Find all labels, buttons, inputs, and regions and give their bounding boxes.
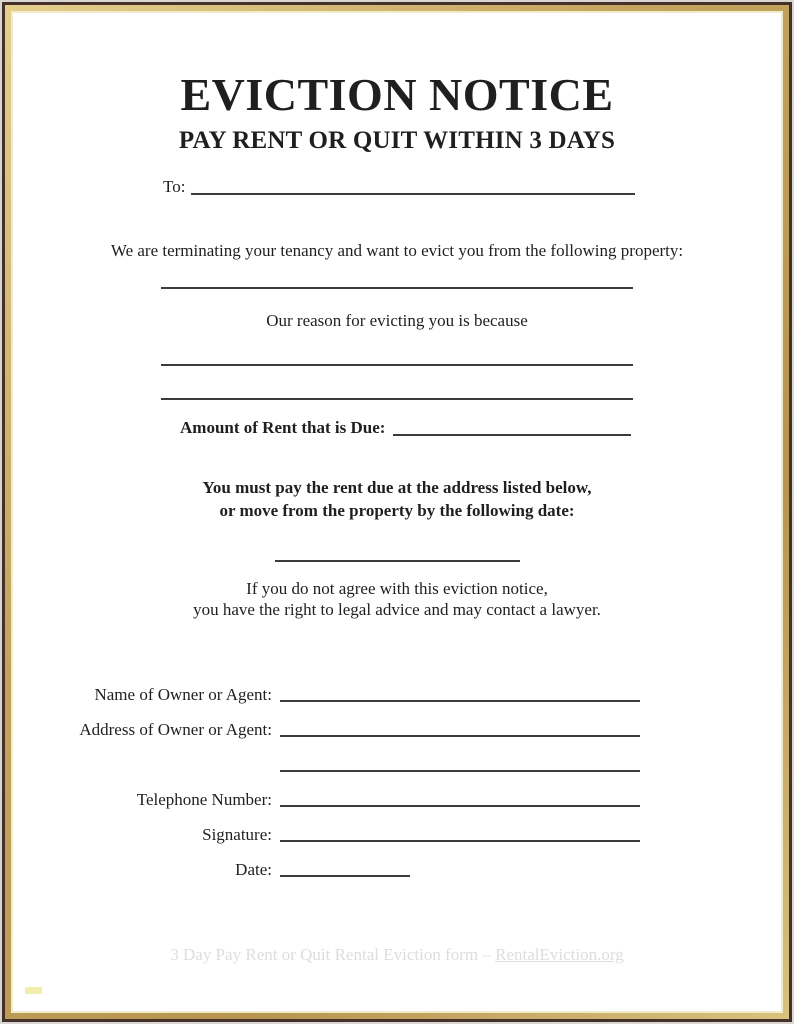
to-row <box>163 177 635 197</box>
owner-name-blank-line[interactable] <box>280 700 640 702</box>
date-label: Date: <box>235 859 272 879</box>
to-label: To: <box>163 176 186 196</box>
legal-advice-note <box>13 578 781 620</box>
owner-name-label: Name of Owner or Agent: <box>94 684 272 704</box>
amount-due-label: Amount of Rent that is Due: <box>180 417 386 437</box>
field-row-address-2 <box>77 740 640 775</box>
pay-instruction-line1: You must pay the rent due at the address listed below, <box>202 477 592 497</box>
pay-instruction <box>13 476 781 522</box>
footer <box>13 945 781 965</box>
field-row-address <box>77 705 640 740</box>
owner-address-blank-line-1[interactable] <box>280 735 640 737</box>
reason-blank-line-1[interactable] <box>161 364 633 366</box>
field-row-date <box>77 845 640 880</box>
page-subtitle: PAY RENT OR QUIT WITHIN 3 DAYS <box>178 127 616 155</box>
pay-instruction-line2: or move from the property by the following date: <box>219 500 575 520</box>
footer-text: 3 Day Pay Rent or Quit Rental Eviction form – <box>170 945 496 964</box>
form-page <box>13 13 781 1011</box>
field-row-signature <box>77 810 640 845</box>
page-title: EVICTION NOTICE <box>180 69 614 120</box>
owner-fields <box>77 670 640 880</box>
property-address-blank-line[interactable] <box>161 287 633 289</box>
reason-heading: Our reason for evicting you is because <box>266 310 528 330</box>
footer-link[interactable]: RentalEviction.org <box>495 945 624 964</box>
legal-advice-line1: If you do not agree with this eviction notice, <box>246 578 548 598</box>
signature-label: Signature: <box>202 824 272 844</box>
field-row-phone <box>77 775 640 810</box>
field-row-name <box>77 670 640 705</box>
corner-watermark <box>25 987 42 994</box>
reason-blank-line-2[interactable] <box>161 398 633 400</box>
signature-blank-line[interactable] <box>280 840 640 842</box>
amount-row <box>180 418 781 438</box>
legal-advice-line2: you have the right to legal advice and may contact a lawyer. <box>193 599 601 619</box>
owner-address-blank-line-2[interactable] <box>280 770 640 772</box>
owner-address-label: Address of Owner or Agent: <box>79 719 272 739</box>
amount-due-blank-line[interactable] <box>393 418 631 436</box>
date-blank-line[interactable] <box>280 875 410 877</box>
telephone-blank-line[interactable] <box>280 805 640 807</box>
tenant-name-blank-line[interactable] <box>191 177 635 195</box>
telephone-label: Telephone Number: <box>136 789 272 809</box>
termination-statement: We are terminating your tenancy and want to evict you from the following property: <box>110 240 684 260</box>
move-out-date-blank-line[interactable] <box>275 560 520 562</box>
